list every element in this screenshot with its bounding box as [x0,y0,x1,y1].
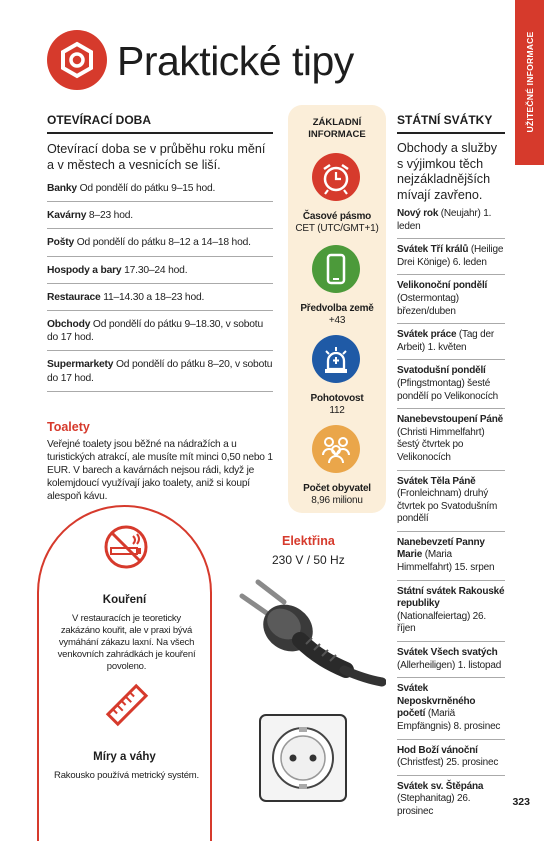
holiday-item: Nanebevzetí Panny Marie (Maria Himmelfahrt) 15. srpen [397,532,505,581]
holiday-item: Hod Boží vánoční (Christfest) 25. prosinec [397,740,505,776]
siren-icon [312,335,360,383]
hours-row: Hospody a bary 17.30–24 hod. [47,257,273,284]
toilets-text: Veřejné toalety jsou běžné na nádražích a u turistických atrakcí, ale musíte mít minci 0,50 nebo 1 EUR. V barech a kavárnách nejsou rádi, když je kolemjdoucí využívají jako toalety, aniž si koupí alespoň kávu. [47,439,273,502]
holiday-item: Nanebevstoupení Páně (Christi Himmelfahrt) šestý čtvrtek po Velikonocích [397,409,505,470]
holidays-intro: Obchody a služby s výjimkou těch nejzákladnějších mívají zavřeno. [397,141,498,202]
holiday-item: Státní svátek Rakouské republiky (Nationalfeiertag) 26. říjen [397,581,505,642]
socket-image [258,713,348,808]
hours-row: Kavárny 8–23 hod. [47,202,273,229]
opening-intro: Otevírací doba se v průběhu roku mění a v městech a vesnicích se liší. [47,142,266,172]
holiday-item: Svátek Neposkvrněného početí (Mariä Empfängnis) 8. prosinec [397,678,505,739]
toilets-heading: Toalety [47,420,90,434]
plug-image [236,578,386,698]
timezone-info: Časové pásmo CET (UTC/GMT+1) [295,211,379,234]
population-icon [312,425,360,473]
holiday-item: Velikonoční pondělí (Ostermontag) březen/duben [397,275,505,324]
ruler-icon [105,683,149,732]
smoking-heading: Kouření [102,594,147,606]
holiday-item: Nový rok (Neujahr) 1. leden [397,203,505,239]
holidays-heading: STÁTNÍ SVÁTKY [397,113,505,134]
emergency-info: Pohotovost 112 [310,393,364,416]
hours-row: Banky Od pondělí do pátku 9–15 hod. [47,175,273,202]
arch-panel [37,505,212,841]
electricity-heading: Elektřina [282,534,335,548]
holidays-section [397,113,505,824]
side-tab-label: UŽITEČNÉ INFORMACE [524,31,535,133]
opening-heading: OTEVÍRACÍ DOBA [47,113,273,134]
holidays-list [397,203,505,824]
side-tab [515,0,544,165]
page-title: Praktické tipy [117,38,354,84]
measures-text: Rakousko používá metrický systém. [54,770,199,781]
population-info: Počet obyvatel 8,96 milionu [303,483,371,506]
measures-heading: Míry a váhy [93,751,156,763]
holiday-item: Svátek Tří králů (Heilige Drei Könige) 6. leden [397,239,505,275]
holiday-item: Svátek Těla Páně (Fronleichnam) druhý čtvrtek po Svatodušním pondělí [397,471,505,532]
opening-hours-list [47,175,273,392]
hours-row: Restaurace 11–14.30 a 18–23 hod. [47,284,273,311]
calling-code-info: Předvolba země +43 [300,303,374,326]
basic-info-heading: ZÁKLADNÍ INFORMACE [308,117,366,140]
hours-row: Pošty Od pondělí do pátku 8–12 a 14–18 hod. [47,229,273,256]
electricity-value: 230 V / 50 Hz [272,553,345,567]
opening-hours-section [47,113,273,392]
holiday-item: Svátek Všech svatých (Allerheiligen) 1. listopad [397,642,505,678]
page-number: 323 [512,796,530,808]
basic-info-panel [288,105,386,513]
holiday-item: Svátek sv. Štěpána (Stephanitag) 26. prosinec [397,780,484,817]
hours-row: Supermarkety Od pondělí do pátku 8–20, v sobotu do 17 hod. [47,351,273,391]
wrench-nut-icon [47,30,107,90]
alarm-clock-icon [312,153,360,201]
holiday-item: Svatodušní pondělí (Pfingstmontag) šesté pondělí po Velikonocích [397,360,505,409]
hours-row: Obchody Od pondělí do pátku 9–18.30, v sobotu do 17 hod. [47,311,273,351]
smoking-text: V restauracích je teoreticky zakázáno kouřit, ale v praxi bývá vymáhání zákazu laxní. Na všech venkovních zahrádkách je kouření povoleno. [57,613,196,672]
no-smoking-icon [103,524,149,575]
holiday-item: Svátek práce (Tag der Arbeit) 1. květen [397,324,505,360]
phone-icon [312,245,360,293]
